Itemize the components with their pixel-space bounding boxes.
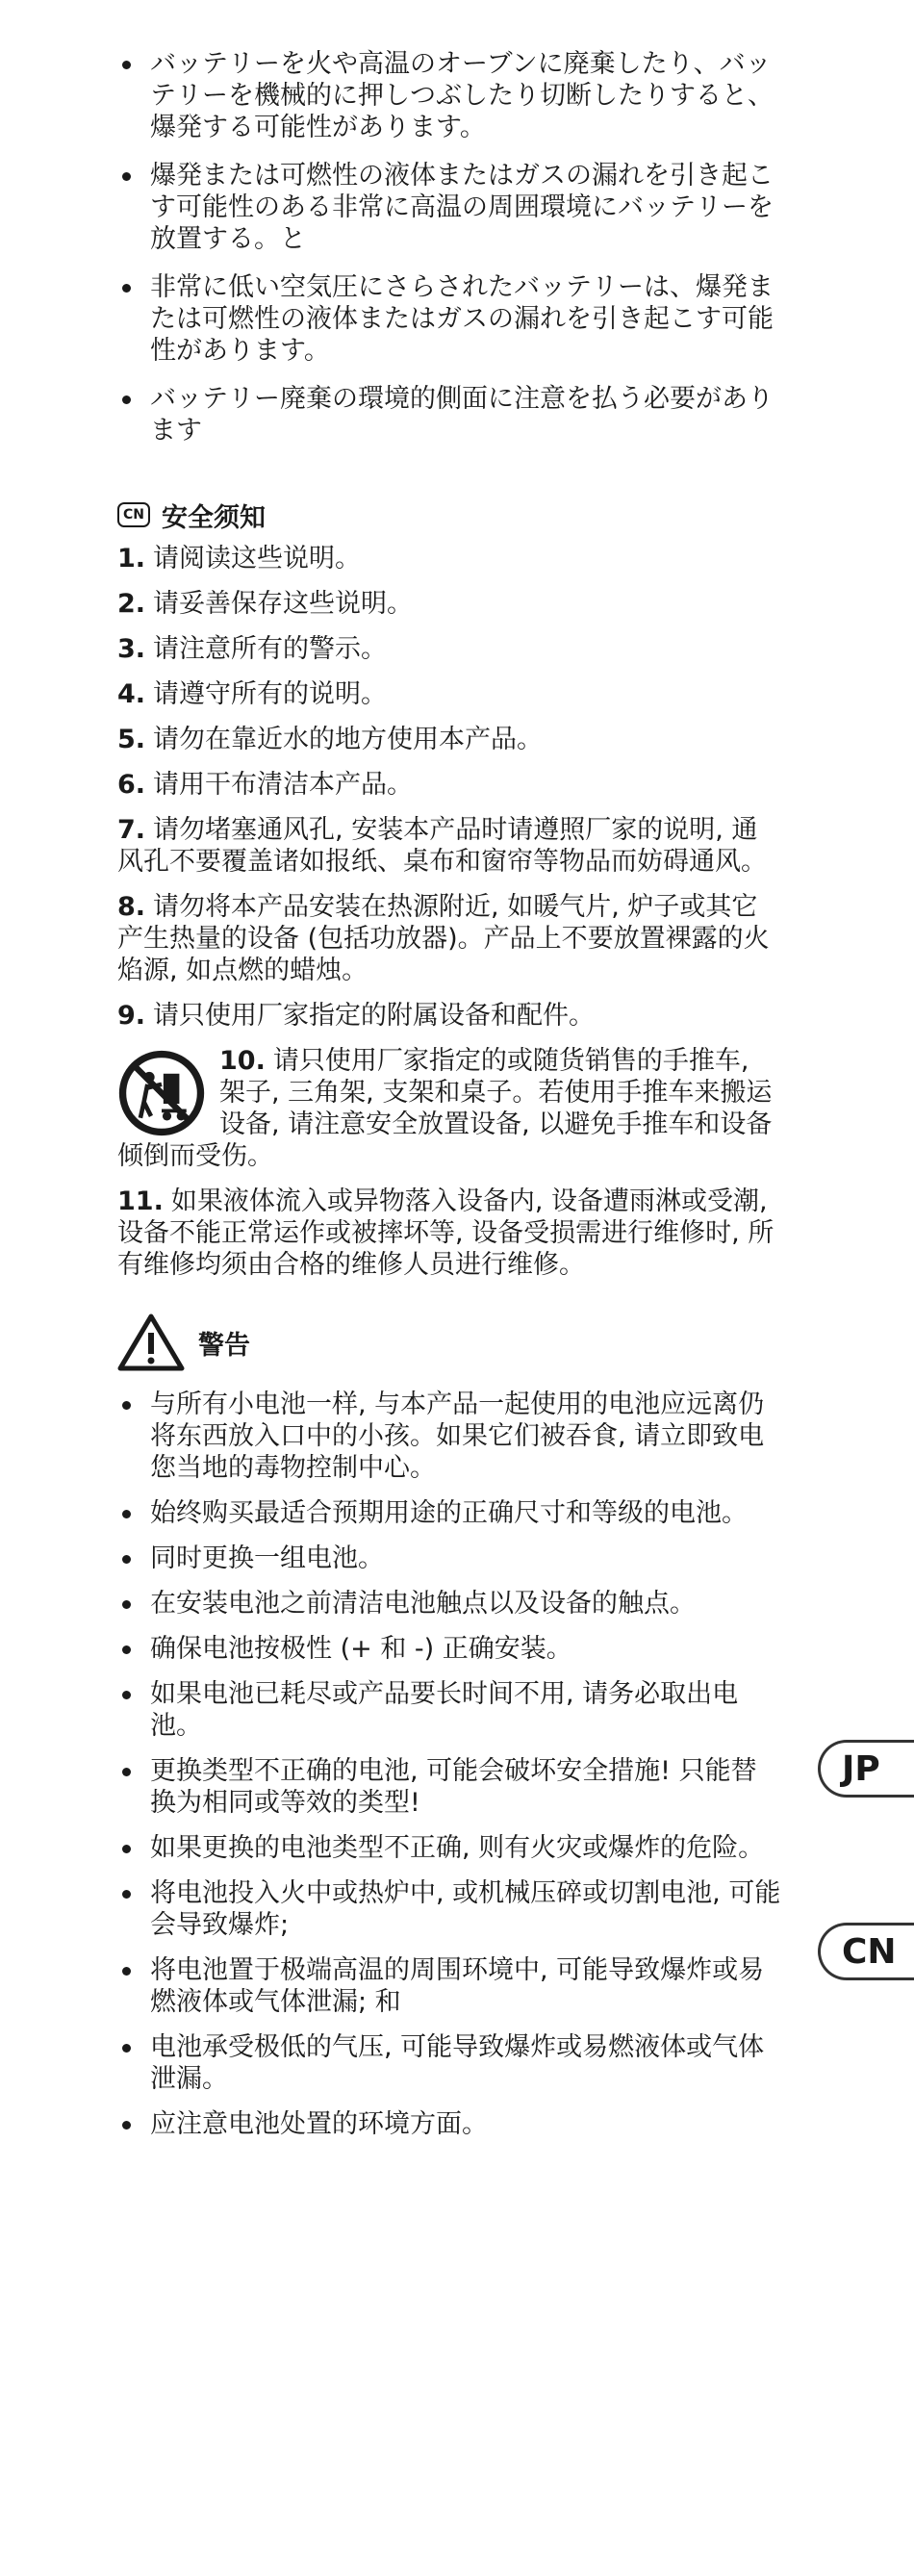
list-item: 更换类型不正确的电池, 可能会破坏安全措施! 只能替换为相同或等效的类型! <box>117 1755 781 1819</box>
list-item: 将电池投入火中或热炉中, 或机械压碎或切割电池, 可能会导致爆炸; <box>117 1877 781 1941</box>
list-item <box>117 1186 781 1281</box>
item-number: 11. <box>117 1186 164 1216</box>
list-item: 如果电池已耗尽或产品要长时间不用, 请务必取出电池。 <box>117 1678 781 1742</box>
item-text: 请遵守所有的说明。 <box>153 679 388 709</box>
item-text: 请妥善保存这些说明。 <box>153 589 414 619</box>
warning-title: 警告 <box>198 1330 250 1361</box>
warning-bullets <box>117 1389 781 2140</box>
item-number: 2. <box>117 589 146 619</box>
list-item: 始终购买最适合预期用途的正确尺寸和等级的电池。 <box>117 1497 781 1529</box>
section-title: 安全须知 <box>162 502 266 533</box>
list-item <box>117 891 781 986</box>
item-number: 9. <box>117 1001 146 1031</box>
item-text: 请只使用厂家指定的或随货销售的手推车, 架子, 三角架, 支架和桌子。若使用手推车来搬运设备, 请注意安全放置设备, 以避免手推车和设备倾倒而受伤。 <box>117 1046 773 1171</box>
item-text: 如果液体流入或异物落入设备内, 设备遭雨淋或受潮, 设备不能正常运作或被摔坏等, 设备受损需进行维修时, 所有维修均须由合格的维修人员进行维修。 <box>117 1186 774 1280</box>
list-item: 如果更换的电池类型不正确, 则有火灾或爆炸的危险。 <box>117 1832 781 1864</box>
list-item <box>117 588 781 620</box>
item-text: 请勿在靠近水的地方使用本产品。 <box>153 725 544 754</box>
item-number: 7. <box>117 815 146 845</box>
item-number: 8. <box>117 892 146 922</box>
list-item: 在安装电池之前清洁电池触点以及设备的触点。 <box>117 1588 781 1620</box>
item-number: 6. <box>117 770 146 800</box>
item-text: 请注意所有的警示。 <box>153 634 388 664</box>
item-number: 1. <box>117 544 146 574</box>
tab-jp[interactable]: JP <box>818 1740 914 1798</box>
list-item <box>117 769 781 801</box>
list-item <box>117 814 781 878</box>
document-page <box>117 48 781 2154</box>
item-text: 请用干布清洁本产品。 <box>153 770 414 800</box>
item-number: 4. <box>117 679 146 709</box>
cn-language-badge: CN <box>117 502 150 527</box>
list-item: バッテリー廃棄の環境的側面に注意を払う必要があります <box>117 383 781 446</box>
cn-section-header <box>117 498 781 531</box>
list-item <box>117 678 781 710</box>
list-item: 与所有小电池一样, 与本产品一起使用的电池应远离仍将东西放入口中的小孩。如果它们被吞食, 请立即致电您当地的毒物控制中心。 <box>117 1389 781 1484</box>
cn-safety-list <box>117 543 781 1281</box>
item-number: 10. <box>219 1046 266 1076</box>
item-text: 请阅读这些说明。 <box>153 544 362 574</box>
warning-triangle-icon <box>117 1314 185 1371</box>
list-item: 爆発または可燃性の液体またはガスの漏れを引き起こす可能性のある非常に高温の周囲環境にバッテリーを放置する。と <box>117 160 781 255</box>
cart-warning-item <box>117 1045 781 1172</box>
tab-cn[interactable]: CN <box>818 1923 914 1980</box>
list-item <box>117 633 781 665</box>
jp-battery-bullets <box>117 48 781 446</box>
list-item <box>117 724 781 755</box>
item-text: 请勿将本产品安装在热源附近, 如暖气片, 炉子或其它产生热量的设备 (包括功放器)。产品上不要放置裸露的火焰源, 如点燃的蜡烛。 <box>117 892 770 985</box>
list-item: 应注意电池处置的环境方面。 <box>117 2108 781 2140</box>
list-item: バッテリーを火や高温のオーブンに廃棄したり、バッテリーを機械的に押しつぶしたり切断したりすると、爆発する可能性があります。 <box>117 48 781 143</box>
item-number: 5. <box>117 725 146 754</box>
list-item: 确保电池按极性 (+ 和 -) 正确安装。 <box>117 1633 781 1665</box>
item-text: 请只使用厂家指定的附属设备和配件。 <box>153 1001 596 1031</box>
list-item: 将电池置于极端高温的周围环境中, 可能导致爆炸或易燃液体或气体泄漏; 和 <box>117 1954 781 2018</box>
list-item <box>117 543 781 574</box>
list-item <box>117 1000 781 1032</box>
list-item: 同时更换一组电池。 <box>117 1543 781 1574</box>
cart-warning-icon <box>117 1049 206 1137</box>
item-text: 请勿堵塞通风孔, 安装本产品时请遵照厂家的说明, 通风孔不要覆盖诸如报纸、桌布和窗帘等物品而妨碍通风。 <box>117 815 767 877</box>
warning-header <box>117 1314 781 1371</box>
list-item: 电池承受极低的气压, 可能导致爆炸或易燃液体或气体泄漏。 <box>117 2031 781 2095</box>
list-item: 非常に低い空気圧にさらされたバッテリーは、爆発または可燃性の液体またはガスの漏れを引き起こす可能性があります。 <box>117 271 781 367</box>
item-number: 3. <box>117 634 146 664</box>
